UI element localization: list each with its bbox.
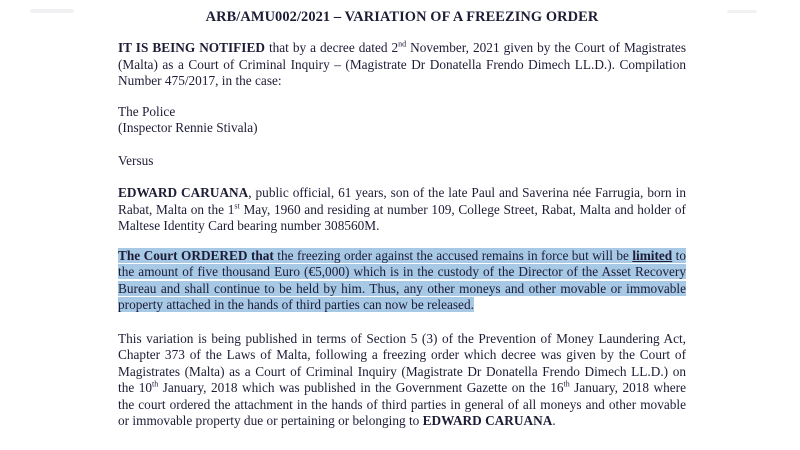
order-limited-bold-underline: limited	[632, 247, 673, 263]
highlighted-order-text	[118, 248, 686, 313]
accused-text-b: May, 1960 and residing at number 109, College Street, Rabat, Malta and holder of Maltese Identity Card bearing number 308560M.	[118, 201, 686, 233]
variation-text-b: January, 2018 which was published in the Government Gazette on the 16	[158, 380, 564, 395]
notice-text-a: that by a decree dated 2	[264, 40, 399, 55]
document-title: ARB/AMU002/2021 – VARIATION OF A FREEZING ORDER	[205, 9, 599, 25]
variation-text-c: January, 2018 where the court ordered the attachment in the hands of third parties in general of all moneys and other movable or immovable property due or pertaining or belonging to	[118, 380, 686, 428]
accused-name-bold: EDWARD CARUANA	[118, 185, 249, 200]
date-ordinal-superscript: th	[152, 379, 159, 389]
legal-notice-document	[118, 9, 686, 430]
variation-text-a: This variation is being published in terms of Section 5 (3) of the Prevention of Money Laundering Act, Chapter 373 of the Laws of Malta, following a freezing order which decree was given by the Court of Magistrates (Malta) as a Court of Criminal Inquiry (Magistrate Dr Donatella Frendo Dimech LL.D.) on the 10	[118, 330, 686, 395]
date-ordinal-superscript: st	[234, 201, 240, 211]
prosecution-officer: (Inspector Rennie Stivala)	[118, 120, 258, 135]
prosecution-party-block	[118, 104, 686, 137]
variation-period: .	[552, 413, 556, 428]
legal-notice-page	[0, 9, 800, 450]
notice-paragraph	[118, 40, 686, 90]
order-text-a: the freezing order against the accused remains in force but will be	[273, 247, 633, 263]
prosecution-name: The Police	[118, 103, 176, 119]
notice-lead-bold: IT IS BEING NOTIFIED	[118, 40, 265, 55]
order-text-b: to the amount of five thousand Euro (€5,000) which is in the custody of the Director of the Asset Recovery Bureau and shall continue to be held by him. Thus, any other moneys and other movable or immovable property attached in the hands of third parties can now be released.	[118, 247, 686, 312]
accused-text-a: , public official, 61 years, son of the late Paul and Saverina née Farrugia, born in Rabat, Malta on the 1	[118, 185, 686, 217]
scan-artifact-top-right	[727, 10, 757, 13]
variation-paragraph	[118, 331, 686, 430]
scan-artifact-top-left	[30, 9, 74, 13]
order-lead-bold: The Court ORDERED that	[118, 247, 274, 263]
variation-accused-name-bold: EDWARD CARUANA	[422, 413, 553, 428]
versus-label: Versus	[118, 152, 154, 168]
date-ordinal-superscript: th	[563, 379, 570, 389]
court-order-paragraph	[118, 248, 686, 314]
notice-text-b: November, 2021 given by the Court of Magistrates (Malta) as a Court of Criminal Inquiry – (Magistrate Dr Donatella Frendo Dimech LL.D.). Compilation Number 475/2017, in the case:	[118, 40, 686, 88]
accused-paragraph	[118, 185, 686, 235]
date-ordinal-superscript: nd	[398, 39, 407, 49]
